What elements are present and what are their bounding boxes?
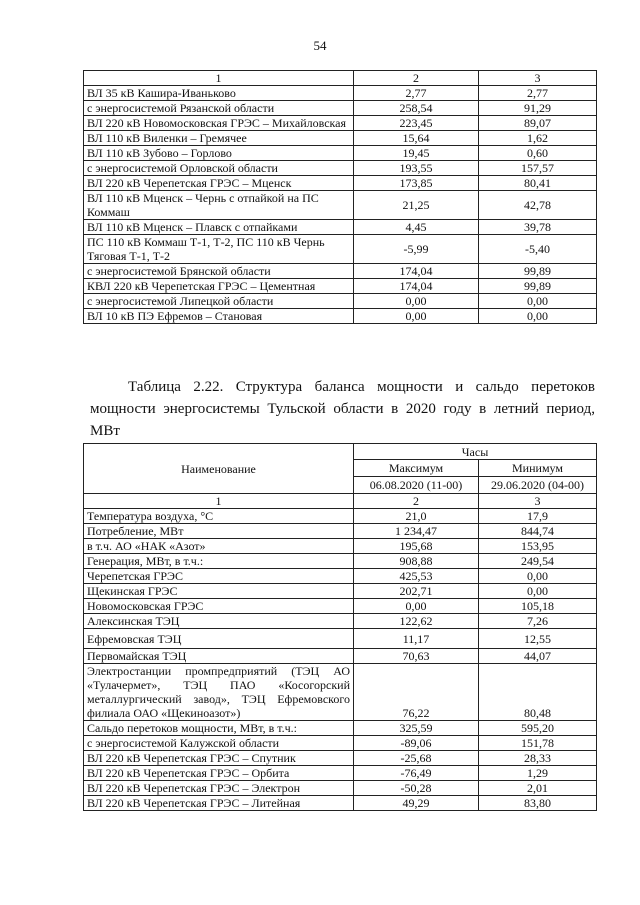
table-row xyxy=(84,584,597,599)
table-index-row xyxy=(84,71,597,86)
row-name: Первомайская ТЭЦ xyxy=(84,649,354,664)
row-name: КВЛ 220 кВ Черепетская ГРЭС – Цементная xyxy=(84,279,354,294)
row-value-2: 0,00 xyxy=(479,309,597,324)
row-value-2: 157,57 xyxy=(479,161,597,176)
row-value-1: 2,77 xyxy=(354,86,479,101)
row-value-2: 99,89 xyxy=(479,264,597,279)
row-value-2: 83,80 xyxy=(479,796,597,811)
row-name: ВЛ 110 кВ Мценск – Чернь с отпайкой на ПС Коммаш xyxy=(84,191,354,220)
row-name: с энергосистемой Орловской области xyxy=(84,161,354,176)
table-row xyxy=(84,146,597,161)
row-value-2: 1,62 xyxy=(479,131,597,146)
row-value-1: 4,45 xyxy=(354,220,479,235)
table-row xyxy=(84,629,597,649)
row-name: ВЛ 220 кВ Черепетская ГРЭС – Спутник xyxy=(84,751,354,766)
row-value-1: -89,06 xyxy=(354,736,479,751)
row-name: с энергосистемой Рязанской области xyxy=(84,101,354,116)
row-name: ВЛ 220 кВ Черепетская ГРЭС – Мценск xyxy=(84,176,354,191)
table-index-row xyxy=(84,494,597,509)
row-value-2: 39,78 xyxy=(479,220,597,235)
row-name: с энергосистемой Брянской области xyxy=(84,264,354,279)
row-value-1: 202,71 xyxy=(354,584,479,599)
table-row xyxy=(84,554,597,569)
column-index: 3 xyxy=(479,494,597,509)
row-value-2: 2,77 xyxy=(479,86,597,101)
column-header-min: Минимум xyxy=(479,460,597,477)
table-row xyxy=(84,220,597,235)
row-value-1: 49,29 xyxy=(354,796,479,811)
row-value-2: 17,9 xyxy=(479,509,597,524)
row-value-1: 258,54 xyxy=(354,101,479,116)
row-name: Новомосковская ГРЭС xyxy=(84,599,354,614)
row-name: ПС 110 кВ Коммаш Т-1, Т-2, ПС 110 кВ Чернь Тяговая Т-1, Т-2 xyxy=(84,235,354,264)
table-row xyxy=(84,751,597,766)
row-name: ВЛ 220 кВ Черепетская ГРЭС – Орбита xyxy=(84,766,354,781)
row-name: ВЛ 110 кВ Виленки – Гремячее xyxy=(84,131,354,146)
row-name: Щекинская ГРЭС xyxy=(84,584,354,599)
row-name: Электростанции промпредприятий (ТЭЦ АО «Тулачермет», ТЭЦ ПАО «Косогорский металлургический завод», ТЭЦ Ефремовского филиала ОАО «Щекиноазот») xyxy=(84,664,354,721)
column-index: 1 xyxy=(84,494,354,509)
row-value-1: -76,49 xyxy=(354,766,479,781)
power-balance-table xyxy=(83,443,597,811)
caption-line-3: МВт xyxy=(90,423,120,439)
row-value-2: 80,48 xyxy=(479,664,597,721)
row-value-1: 325,59 xyxy=(354,721,479,736)
row-value-1: -50,28 xyxy=(354,781,479,796)
row-value-2: 28,33 xyxy=(479,751,597,766)
row-value-1: 15,64 xyxy=(354,131,479,146)
table-row xyxy=(84,599,597,614)
row-value-2: 249,54 xyxy=(479,554,597,569)
caption-line-1: Таблица 2.22. Структура баланса мощности и сальдо перетоков xyxy=(128,379,595,395)
table-row xyxy=(84,766,597,781)
row-value-2: 151,78 xyxy=(479,736,597,751)
row-name: ВЛ 220 кВ Черепетская ГРЭС – Электрон xyxy=(84,781,354,796)
column-header-max-date: 06.08.2020 (11-00) xyxy=(354,477,479,494)
row-value-1: 0,00 xyxy=(354,309,479,324)
row-value-2: -5,40 xyxy=(479,235,597,264)
table-row xyxy=(84,279,597,294)
row-name: с энергосистемой Липецкой области xyxy=(84,294,354,309)
row-value-2: 80,41 xyxy=(479,176,597,191)
row-name: Генерация, МВт, в т.ч.: xyxy=(84,554,354,569)
column-index: 3 xyxy=(479,71,597,86)
row-value-1: 122,62 xyxy=(354,614,479,629)
row-name: ВЛ 10 кВ ПЭ Ефремов – Становая xyxy=(84,309,354,324)
row-value-2: 0,00 xyxy=(479,294,597,309)
row-name: ВЛ 220 кВ Новомосковская ГРЭС – Михайловская xyxy=(84,116,354,131)
table-row xyxy=(84,796,597,811)
row-value-1: 21,0 xyxy=(354,509,479,524)
row-name: с энергосистемой Калужской области xyxy=(84,736,354,751)
row-value-1: 19,45 xyxy=(354,146,479,161)
table-row xyxy=(84,614,597,629)
table-row xyxy=(84,176,597,191)
column-index: 2 xyxy=(354,71,479,86)
row-name: Потребление, МВт xyxy=(84,524,354,539)
caption-line-2: мощности энергосистемы Тульской области в 2020 году в летний период, xyxy=(90,401,595,417)
row-value-2: 1,29 xyxy=(479,766,597,781)
row-name: Температура воздуха, °С xyxy=(84,509,354,524)
power-flow-table-continued xyxy=(83,70,597,324)
table-row xyxy=(84,191,597,220)
column-header-max: Максимум xyxy=(354,460,479,477)
row-value-1: 76,22 xyxy=(354,664,479,721)
column-index: 1 xyxy=(84,71,354,86)
row-name: Сальдо перетоков мощности, МВт, в т.ч.: xyxy=(84,721,354,736)
row-value-1: 0,00 xyxy=(354,294,479,309)
row-name: ВЛ 220 кВ Черепетская ГРЭС – Литейная xyxy=(84,796,354,811)
table-row xyxy=(84,309,597,324)
row-value-1: -5,99 xyxy=(354,235,479,264)
row-value-2: 99,89 xyxy=(479,279,597,294)
page-number: 54 xyxy=(313,38,327,53)
table-row xyxy=(84,524,597,539)
table-row xyxy=(84,569,597,584)
row-value-1: 174,04 xyxy=(354,264,479,279)
row-value-2: 0,00 xyxy=(479,569,597,584)
row-name: ВЛ 35 кВ Кашира-Иваньково xyxy=(84,86,354,101)
row-value-2: 7,26 xyxy=(479,614,597,629)
row-value-1: 174,04 xyxy=(354,279,479,294)
row-value-2: 595,20 xyxy=(479,721,597,736)
column-index: 2 xyxy=(354,494,479,509)
table-row xyxy=(84,294,597,309)
row-value-2: 0,60 xyxy=(479,146,597,161)
row-value-1: 908,88 xyxy=(354,554,479,569)
table-row xyxy=(84,781,597,796)
row-name: Ефремовская ТЭЦ xyxy=(84,629,354,649)
table-row xyxy=(84,235,597,264)
table-row xyxy=(84,264,597,279)
table-row xyxy=(84,86,597,101)
row-name: ВЛ 110 кВ Мценск – Плавск с отпайками xyxy=(84,220,354,235)
row-value-1: -25,68 xyxy=(354,751,479,766)
row-value-2: 2,01 xyxy=(479,781,597,796)
table-row xyxy=(84,509,597,524)
table-caption xyxy=(90,376,595,442)
row-value-1: 1 234,47 xyxy=(354,524,479,539)
table-row xyxy=(84,539,597,554)
table-row xyxy=(84,736,597,751)
row-value-2: 89,07 xyxy=(479,116,597,131)
row-value-1: 223,45 xyxy=(354,116,479,131)
row-value-1: 425,53 xyxy=(354,569,479,584)
row-name: Черепетская ГРЭС xyxy=(84,569,354,584)
row-value-1: 21,25 xyxy=(354,191,479,220)
row-value-1: 0,00 xyxy=(354,599,479,614)
table-row xyxy=(84,649,597,664)
row-value-1: 193,55 xyxy=(354,161,479,176)
row-value-2: 44,07 xyxy=(479,649,597,664)
table-row xyxy=(84,161,597,176)
column-header-min-date: 29.06.2020 (04-00) xyxy=(479,477,597,494)
row-value-2: 153,95 xyxy=(479,539,597,554)
row-value-1: 195,68 xyxy=(354,539,479,554)
row-name: Алексинская ТЭЦ xyxy=(84,614,354,629)
row-value-2: 42,78 xyxy=(479,191,597,220)
row-value-2: 105,18 xyxy=(479,599,597,614)
column-header-name: Наименование xyxy=(84,444,354,494)
row-value-2: 12,55 xyxy=(479,629,597,649)
row-value-2: 844,74 xyxy=(479,524,597,539)
row-name: в т.ч. АО «НАК «Азот» xyxy=(84,539,354,554)
table-row xyxy=(84,664,597,721)
row-value-1: 70,63 xyxy=(354,649,479,664)
row-value-1: 11,17 xyxy=(354,629,479,649)
table-row xyxy=(84,116,597,131)
table-row xyxy=(84,131,597,146)
row-value-2: 91,29 xyxy=(479,101,597,116)
row-name: ВЛ 110 кВ Зубово – Горлово xyxy=(84,146,354,161)
row-value-1: 173,85 xyxy=(354,176,479,191)
row-value-2: 0,00 xyxy=(479,584,597,599)
table-row xyxy=(84,101,597,116)
column-header-hours: Часы xyxy=(354,444,597,460)
table-row xyxy=(84,721,597,736)
